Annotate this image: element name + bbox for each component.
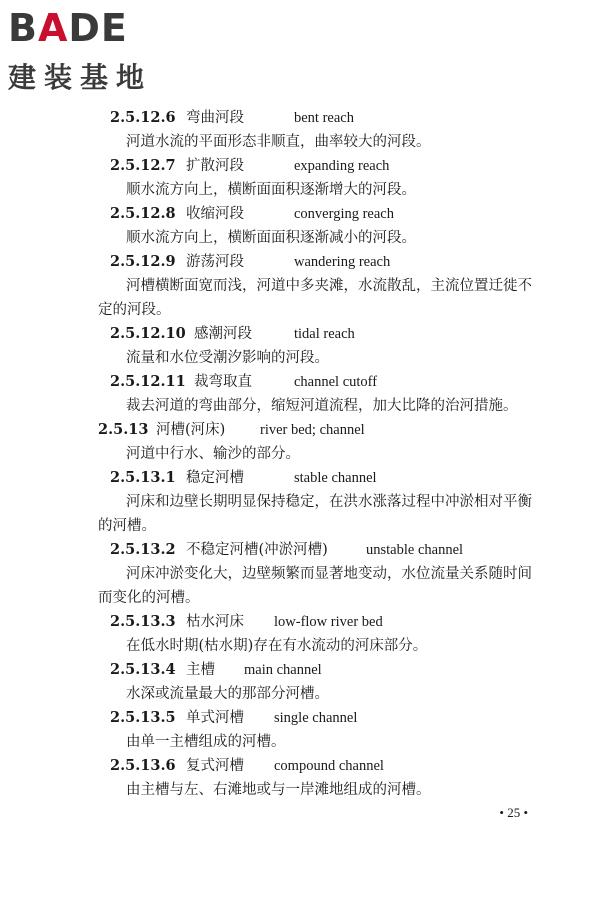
term-chinese: 不稳定河槽(冲淤河槽) xyxy=(186,542,328,558)
term-number: 2.5.13.5 xyxy=(110,709,176,726)
term-number: 2.5.12.9 xyxy=(110,253,176,270)
term-definition: 顺水流方向上，横断面面积逐渐减小的河段。 xyxy=(126,230,416,246)
term-entry xyxy=(98,418,540,466)
term-entry xyxy=(98,106,540,154)
term-number: 2.5.13.1 xyxy=(110,469,176,486)
term-number: 2.5.12.8 xyxy=(110,205,176,222)
term-definition: 裁去河道的弯曲部分，缩短河道流程，加大比降的治河措施。 xyxy=(126,398,518,414)
term-entry xyxy=(98,202,540,250)
term-definition: 河槽横断面宽而浅，河道中多夹滩，水流散乱，主流位置迁徙不定的河段。 xyxy=(98,278,532,318)
term-number: 2.5.13.6 xyxy=(110,757,176,774)
term-definition: 河道水流的平面形态非顺直，曲率较大的河段。 xyxy=(126,134,431,150)
term-english: main channel xyxy=(244,662,322,678)
term-definition: 流量和水位受潮汐影响的河段。 xyxy=(126,350,329,366)
term-entry xyxy=(98,658,540,706)
term-number: 2.5.12.10 xyxy=(110,325,186,342)
term-definition: 由单一主槽组成的河槽。 xyxy=(126,734,286,750)
term-entry xyxy=(98,370,540,418)
term-english: low-flow river bed xyxy=(274,614,383,630)
logo-wordmark: BADE xyxy=(8,6,128,50)
term-entry xyxy=(98,610,540,658)
bade-logo xyxy=(8,6,178,96)
term-chinese: 主槽 xyxy=(186,662,215,678)
term-number: 2.5.13.3 xyxy=(110,613,176,630)
term-entry xyxy=(98,154,540,202)
term-definition: 顺水流方向上，横断面面积逐渐增大的河段。 xyxy=(126,182,416,198)
term-chinese: 感潮河段 xyxy=(194,326,252,342)
term-number: 2.5.13.2 xyxy=(110,541,176,558)
logo-subtitle: 建装基地 xyxy=(8,61,153,94)
term-number: 2.5.12.11 xyxy=(110,373,186,390)
term-english: wandering reach xyxy=(294,254,391,270)
term-english: bent reach xyxy=(294,110,354,126)
term-english: converging reach xyxy=(294,206,394,222)
page-number: • 25 • xyxy=(499,805,528,820)
term-chinese: 游荡河段 xyxy=(186,254,244,270)
term-english: unstable channel xyxy=(366,542,464,558)
term-chinese: 裁弯取直 xyxy=(194,374,252,390)
term-number: 2.5.12.6 xyxy=(110,109,176,126)
term-definition: 河床和边壁长期明显保持稳定，在洪水涨落过程中冲淤相对平衡的河槽。 xyxy=(98,494,532,534)
term-chinese: 弯曲河段 xyxy=(186,110,244,126)
term-chinese: 扩散河段 xyxy=(186,158,244,174)
term-number: 2.5.13.4 xyxy=(110,661,176,678)
term-english: tidal reach xyxy=(294,326,355,342)
term-english: stable channel xyxy=(294,470,377,486)
term-chinese: 复式河槽 xyxy=(186,758,244,774)
term-entry xyxy=(98,706,540,754)
term-english: river bed; channel xyxy=(260,422,365,438)
term-english: channel cutoff xyxy=(294,374,378,390)
term-definition: 由主槽与左、右滩地或与一岸滩地组成的河槽。 xyxy=(126,782,431,798)
term-number: 2.5.13 xyxy=(98,421,149,438)
term-definition: 水深或流量最大的那部分河槽。 xyxy=(126,686,329,702)
term-definition: 河道中行水、输沙的部分。 xyxy=(126,446,300,462)
term-chinese: 收缩河段 xyxy=(186,206,244,222)
term-entry xyxy=(98,538,540,610)
term-english: expanding reach xyxy=(294,158,390,174)
term-entry xyxy=(98,250,540,322)
term-chinese: 河槽(河床) xyxy=(156,422,226,438)
term-definition: 河床冲淤变化大，边壁频繁而显著地变动，水位流量关系随时间而变化的河槽。 xyxy=(98,566,532,606)
term-chinese: 单式河槽 xyxy=(186,710,244,726)
term-entry xyxy=(98,466,540,538)
term-entry xyxy=(98,322,540,370)
term-chinese: 枯水河床 xyxy=(186,614,244,630)
term-entry xyxy=(98,754,540,802)
term-english: compound channel xyxy=(274,758,384,774)
term-english: single channel xyxy=(274,710,358,726)
term-definition: 在低水时期(枯水期)存在有水流动的河床部分。 xyxy=(126,638,428,654)
term-chinese: 稳定河槽 xyxy=(186,470,244,486)
term-number: 2.5.12.7 xyxy=(110,157,176,174)
